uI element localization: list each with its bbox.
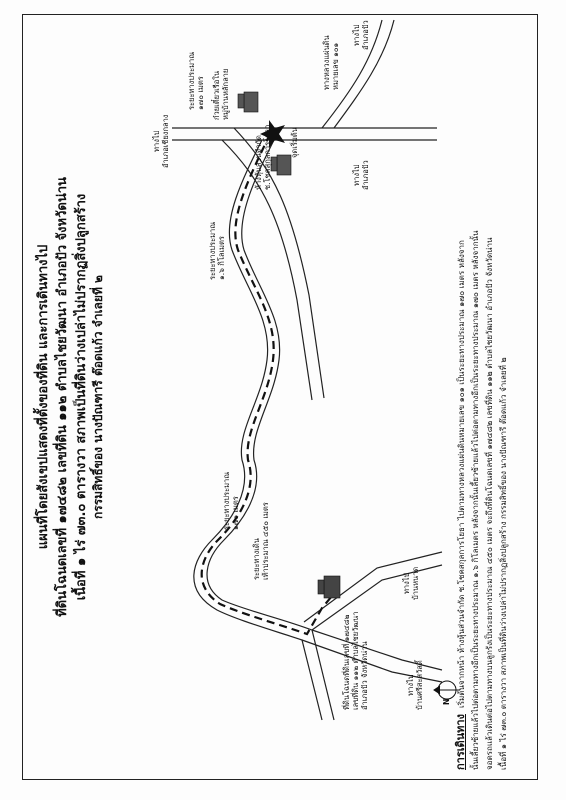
label-to-pua-top: ทางไป อำเภอปัว (352, 20, 370, 50)
map-title: แผนที่โดยสังเขปแสดงที่ตั้งของที่ดิน และการเดินทางไป (36, 244, 51, 550)
route-line-3: จอดรถแล้วเดินต่อไปตามทางบนลูกรังเป็นระยะทางประมาณ ๔๕๐ เมตร จะถึงที่ดินโฉนดเลขที่ ๑๗๔๘๒ เลขที่ดิน ๑๑๒ ตำบลไชยวัฒนา อำเภอปัว จังหวัดน่าน (485, 237, 494, 770)
map-sheet (22, 14, 538, 780)
label-to-ban-hanuat: ทางไป บ้านหนาด (402, 566, 420, 600)
parcel-deed-title: ที่ดินโฉนดเลขที่ ๑๗๔๘๒ เลขที่ดิน ๑๑๒ ตำบลไชยวัฒนา อำเภอปัว จังหวัดน่าน (55, 177, 70, 617)
label-to-chiang-klang: ทางไป อำเภอเชียงกลาง (152, 114, 170, 168)
label-walk-450: ระยะทางเดิน เท้าประมาณ ๔๕๐ เมตร (252, 502, 270, 580)
label-distance-1-6km: ระยะทางประมาณ ๑.๖ กิโลเมตร (208, 221, 226, 280)
parcel-area-title: เนื้อที่ ๑ ไร่ ๗๓.๐ ตารางวา สภาพเป็นที่ดินว่างเปล่าไม่ปรากฏสิ่งปลูกสร้าง (74, 193, 89, 601)
route-line-2: นั้นเลี้ยวซ้ายแล้วไปต่อตามทางอีกเป็นระยะทางประมาณ ๑.๖ กิโลเมตร หลังจากนั้นเลี้ยวซ้ายแล้วไปต่อตามทางอีกเป็นระยะทางประมาณ ๑๗๐ เมตร หลังจากนั้น (471, 230, 480, 770)
label-highway-101: ทางหลวงแผ่นดิน หมายเลข ๑๐๑ (322, 35, 340, 90)
route-description (454, 24, 511, 770)
route-line-4: เนื้อที่ ๑ ไร่ ๗๓.๐ ตารางวา สภาพเป็นที่ดินว่างเปล่าไม่ปรากฏสิ่งปลูกสร้าง กรรมสิทธิ์ของ นางปัณฑารี ต๊อดแก้ว จำเลยที่ ๒ (499, 357, 508, 770)
highway-road (172, 128, 437, 140)
route-line-1: เริ่มต้นจากหน้า ห้างหุ้นส่วนจำกัด ช.โชคสกุลการโยธา ไปตามทางหลวงแผ่นดินหมายเลข ๑๐๑ เป็นระยะทางประมาณ ๑๗๐ เมตร หลังจาก (457, 240, 466, 709)
winding-road (194, 140, 442, 720)
land-parcel-icon (318, 576, 340, 598)
label-noodle-shop: ก๋วยเตี๋ยวเรือใน หมู่บ้านหลักลาย (212, 68, 230, 120)
label-north: N (442, 698, 451, 705)
label-company: ห้างหุ้นส่วนจำกัด ช.โชคสุกุลการโยธา (254, 124, 272, 190)
label-to-pua-mid: ทางไป อำเภอปัว (352, 160, 370, 190)
label-distance-170-top: ระยะทางประมาณ ๑๗๐ เมตร (187, 51, 205, 110)
label-to-ban-sasawat: ทางไป บ้านศรีสะสวัสดิ์ (406, 660, 424, 710)
label-land-parcel: ที่ดินโฉนดที่ดินเลขที่ ๑๗๔๘๒ เลขที่ดิน ๑๑๒ ตำบลไชยวัฒนา อำเภอปัว จังหวัดน่าน (342, 611, 369, 710)
label-start-point: จุดเริ่มต้น (290, 127, 299, 158)
label-distance-170-bottom: ระยะทางประมาณ ๑๗๐ เมตร (222, 471, 240, 530)
owner-title: กรรมสิทธิ์ของ นางปัณฑารี ต๊อดแก้ว จำเลยที่ ๒ (91, 275, 105, 519)
route-heading: การเดินทาง (454, 714, 467, 770)
branch-road-top (222, 20, 394, 400)
